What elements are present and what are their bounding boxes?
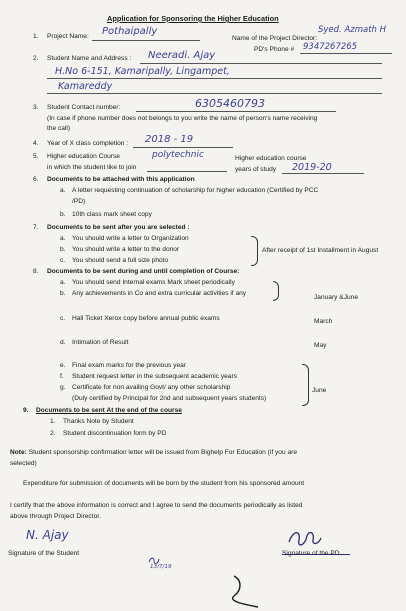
section-7-item-b: You should write a letter to the donor: [72, 246, 180, 253]
section-8-item-f: Student request letter in the subsequent academic years: [72, 373, 237, 380]
note-2: Expenditure for submission of documents will be born by the student from his sponsored amount: [23, 480, 305, 487]
address-line1-value: H.No 6-151, Kamaripally, Lingampet,: [55, 66, 230, 77]
address-line-1: [47, 78, 382, 79]
section-8efg-brace: [302, 364, 309, 406]
pd-phone-value: 9347267265: [303, 42, 358, 52]
section-8efg-when: June: [312, 387, 327, 394]
item-number-2: 2.: [33, 55, 39, 62]
student-signature-label: Signature of the Student: [8, 550, 80, 557]
bullet-6b: b.: [60, 211, 66, 218]
pd-signature: [285, 528, 325, 550]
bullet-8d: d.: [60, 339, 66, 346]
item-number-3: 3.: [33, 104, 39, 111]
item-number-1: 1.: [33, 33, 39, 40]
contact-value: 6305460793: [195, 97, 265, 110]
section-8ab-brace: [273, 281, 279, 301]
form-title: Application for Sponsoring the Higher Education: [107, 14, 279, 23]
bullet-8f: f.: [60, 373, 64, 380]
item-number-5: 5.: [33, 153, 39, 160]
course-value: polytechnic: [152, 150, 204, 160]
year-x-line: [133, 147, 233, 148]
bullet-9-1: 1.: [50, 418, 56, 425]
contact-label: Student Contact number:: [47, 104, 121, 111]
course-line: [147, 171, 227, 172]
section-8-item-c: Hall Ticket Xerox copy before annual public exams: [72, 315, 220, 322]
section-8c-when: March: [314, 318, 333, 325]
year-x-value: 2018 - 19: [145, 134, 194, 145]
bullet-8e: e.: [60, 362, 66, 369]
certify-line-2: above through Project Director.: [10, 513, 101, 520]
item-number-6: 6.: [33, 176, 39, 183]
contact-note-1: (In case if phone number does not belongs to you write the name of person's name receiving: [47, 115, 318, 122]
section-6-item-a: A letter requesting continuation of scholarship for higher education (Certified by PCC: [72, 187, 319, 194]
pd-signature-label: Signature of the PD: [282, 550, 340, 557]
section-7-title: Documents to be sent after you are selected :: [47, 224, 190, 231]
note-1: Note: Student sponsorship confirmation letter will be issued from Bighelp For Education (if you are: [10, 449, 297, 456]
project-name-label: Project Name:: [47, 33, 89, 40]
bottom-scribble: [220, 574, 262, 610]
pd-signature-strike: [282, 554, 350, 555]
student-signature: N. Ajay: [26, 528, 69, 542]
student-label: Student Name and Address :: [47, 55, 132, 62]
director-label: Name of the Project Director:: [232, 35, 318, 42]
section-8-item-d: Intimation of Result: [72, 339, 129, 346]
student-name-line: [140, 63, 382, 64]
section-8ab-when: January &June: [314, 294, 358, 301]
bullet-6a: a.: [60, 187, 66, 194]
section-9-item-2: Student discontinuation form by PD: [63, 430, 167, 437]
bullet-7c: c.: [60, 257, 66, 264]
director-value: Syed. Azmath H: [318, 25, 387, 35]
certify-line-1: I certify that the above information is correct and I agree to send the documents periodically as listed: [10, 502, 303, 509]
bullet-8g: g.: [60, 384, 66, 391]
pd-phone-label: PD's Phone #: [254, 46, 295, 53]
pd-phone-line: [300, 53, 392, 54]
address-line-2: [47, 93, 382, 94]
student-name-value: Neeradi. Ajay: [148, 50, 216, 61]
course-label-1: Higher education Course: [47, 153, 120, 160]
section-6-item-b: 10th class mark sheet copy: [72, 211, 152, 218]
section-8d-when: May: [314, 342, 327, 349]
project-name-line: [92, 40, 200, 41]
item-number-7: 7.: [33, 224, 39, 231]
section-7-item-c: You should send a full size photo: [72, 257, 169, 264]
section-6-title: Documents to be attached with this application: [47, 176, 195, 183]
item-number-8: 8.: [33, 268, 39, 275]
bullet-8b: b.: [60, 290, 66, 297]
item-number-4: 4.: [33, 140, 39, 147]
section-8-item-g: Certificate for non availing Govt/ any other scholarship: [72, 384, 231, 391]
section-9-item-1: Thanks Note by Student: [63, 418, 134, 425]
project-name-value: Pothaipally: [102, 26, 158, 37]
note-1-cont: selected): [10, 460, 37, 467]
bullet-9-2: 2.: [50, 430, 56, 437]
section-7-note: After receipt of 1st Installment in August: [262, 247, 379, 254]
section-6-item-a-cont: /PD): [72, 198, 86, 205]
section-7-brace: [251, 236, 258, 266]
section-8-title: Documents to be sent during and until completion of Course:: [47, 268, 240, 275]
section-8-item-b: Any achievements in Co and extra curricular activities if any: [72, 290, 247, 297]
item-number-9: 9.: [23, 407, 29, 414]
bullet-8c: c.: [60, 315, 66, 322]
section-8-item-a: You should send Internal exams Mark sheet periodically: [72, 279, 235, 286]
years-label-2: years of study: [235, 166, 277, 173]
contact-line: [136, 111, 336, 112]
bullet-8a: a.: [60, 279, 66, 286]
section-8-item-g-cont: (Duly certified by Principal for 2nd and subsequent years students): [72, 395, 267, 402]
contact-note-2: the call): [47, 125, 71, 132]
years-label-1: Higher education course: [235, 155, 307, 162]
bullet-7a: a.: [60, 235, 66, 242]
year-x-label: Year of X class completion :: [47, 140, 129, 147]
bullet-7b: b.: [60, 246, 66, 253]
stamp-date: 13/7/19: [150, 564, 172, 570]
address-line2-value: Kamareddy: [58, 81, 113, 92]
section-8-item-e: Final exam marks for the previous year: [72, 362, 186, 369]
section-7-item-a: You should write a letter to Organization: [72, 235, 189, 242]
section-9-title: Documents to be sent At the end of the course: [36, 407, 182, 414]
years-value: 2019-20: [292, 162, 332, 173]
course-label-2: in which the student like to join: [47, 164, 137, 171]
